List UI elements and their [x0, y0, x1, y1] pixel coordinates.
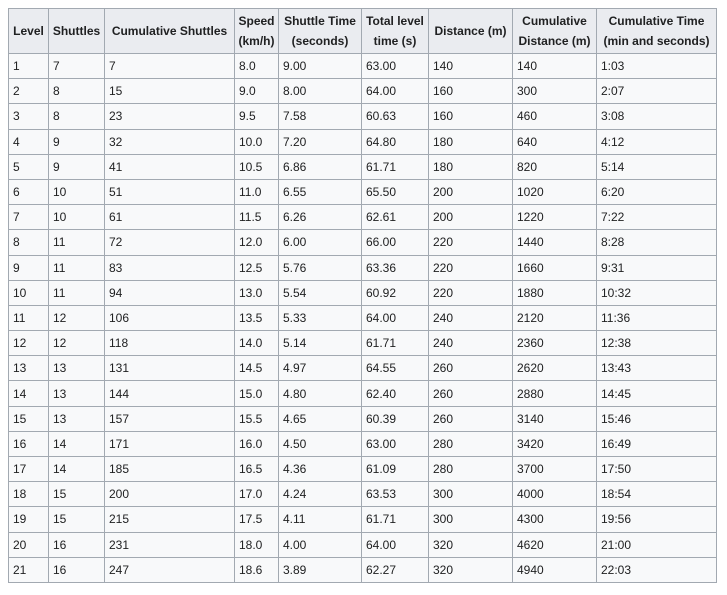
cell-cumulative-distance: 4940	[513, 557, 597, 582]
cell-cumulative-time: 11:36	[597, 305, 717, 330]
cell-shuttle-time: 6.00	[279, 230, 362, 255]
table-row	[9, 54, 717, 79]
cell-shuttle-time: 5.54	[279, 280, 362, 305]
header-cumulative-time: Cumulative Time (min and seconds)	[597, 9, 717, 54]
cell-distance: 240	[429, 331, 513, 356]
cell-total-level-time: 63.00	[362, 431, 429, 456]
cell-speed: 17.0	[235, 482, 279, 507]
cell-level: 10	[9, 280, 49, 305]
table-row	[9, 557, 717, 582]
cell-distance: 200	[429, 179, 513, 204]
cell-speed: 18.0	[235, 532, 279, 557]
table-row	[9, 104, 717, 129]
cell-cumulative-distance: 1660	[513, 255, 597, 280]
cell-cumulative-distance: 3700	[513, 457, 597, 482]
cell-shuttle-time: 4.00	[279, 532, 362, 557]
cell-cumulative-shuttles: 185	[105, 457, 235, 482]
header-row	[9, 9, 717, 54]
cell-level: 9	[9, 255, 49, 280]
cell-speed: 12.5	[235, 255, 279, 280]
beep-test-table	[8, 8, 717, 583]
cell-distance: 220	[429, 280, 513, 305]
cell-shuttle-time: 5.33	[279, 305, 362, 330]
cell-distance: 280	[429, 431, 513, 456]
cell-cumulative-shuttles: 15	[105, 79, 235, 104]
cell-shuttle-time: 4.80	[279, 381, 362, 406]
cell-shuttle-time: 4.50	[279, 431, 362, 456]
table-row	[9, 230, 717, 255]
cell-speed: 18.6	[235, 557, 279, 582]
cell-cumulative-time: 14:45	[597, 381, 717, 406]
cell-shuttles: 9	[49, 129, 105, 154]
cell-speed: 12.0	[235, 230, 279, 255]
cell-distance: 220	[429, 255, 513, 280]
table-container	[8, 8, 717, 583]
table-row	[9, 179, 717, 204]
cell-total-level-time: 65.50	[362, 179, 429, 204]
cell-level: 15	[9, 406, 49, 431]
cell-total-level-time: 61.71	[362, 507, 429, 532]
cell-cumulative-time: 17:50	[597, 457, 717, 482]
cell-shuttles: 14	[49, 431, 105, 456]
cell-shuttles: 10	[49, 179, 105, 204]
cell-total-level-time: 60.63	[362, 104, 429, 129]
cell-cumulative-distance: 1220	[513, 205, 597, 230]
cell-cumulative-distance: 1020	[513, 179, 597, 204]
table-row	[9, 507, 717, 532]
cell-total-level-time: 64.80	[362, 129, 429, 154]
header-level: Level	[9, 9, 49, 54]
cell-cumulative-shuttles: 247	[105, 557, 235, 582]
cell-cumulative-shuttles: 41	[105, 154, 235, 179]
cell-cumulative-time: 8:28	[597, 230, 717, 255]
table-row	[9, 482, 717, 507]
cell-shuttles: 12	[49, 331, 105, 356]
cell-level: 8	[9, 230, 49, 255]
cell-speed: 16.0	[235, 431, 279, 456]
cell-shuttles: 15	[49, 482, 105, 507]
cell-distance: 260	[429, 406, 513, 431]
cell-level: 16	[9, 431, 49, 456]
cell-speed: 9.5	[235, 104, 279, 129]
table-row	[9, 255, 717, 280]
cell-distance: 240	[429, 305, 513, 330]
cell-cumulative-shuttles: 61	[105, 205, 235, 230]
cell-shuttles: 12	[49, 305, 105, 330]
cell-level: 1	[9, 54, 49, 79]
cell-total-level-time: 64.00	[362, 305, 429, 330]
cell-shuttle-time: 4.24	[279, 482, 362, 507]
cell-shuttle-time: 4.97	[279, 356, 362, 381]
cell-cumulative-distance: 2880	[513, 381, 597, 406]
cell-cumulative-distance: 2620	[513, 356, 597, 381]
cell-cumulative-shuttles: 131	[105, 356, 235, 381]
table-row	[9, 431, 717, 456]
cell-speed: 15.0	[235, 381, 279, 406]
cell-speed: 8.0	[235, 54, 279, 79]
cell-cumulative-distance: 3140	[513, 406, 597, 431]
cell-speed: 10.5	[235, 154, 279, 179]
cell-distance: 260	[429, 381, 513, 406]
cell-distance: 280	[429, 457, 513, 482]
cell-shuttles: 13	[49, 406, 105, 431]
cell-cumulative-time: 15:46	[597, 406, 717, 431]
cell-cumulative-distance: 1440	[513, 230, 597, 255]
cell-speed: 10.0	[235, 129, 279, 154]
cell-cumulative-time: 21:00	[597, 532, 717, 557]
cell-shuttles: 11	[49, 280, 105, 305]
header-total-level-time: Total level time (s)	[362, 9, 429, 54]
cell-cumulative-shuttles: 215	[105, 507, 235, 532]
cell-cumulative-shuttles: 171	[105, 431, 235, 456]
cell-total-level-time: 66.00	[362, 230, 429, 255]
header-cumulative-shuttles: Cumulative Shuttles	[105, 9, 235, 54]
cell-total-level-time: 61.09	[362, 457, 429, 482]
cell-speed: 14.5	[235, 356, 279, 381]
cell-shuttles: 14	[49, 457, 105, 482]
cell-cumulative-shuttles: 94	[105, 280, 235, 305]
cell-speed: 13.0	[235, 280, 279, 305]
cell-total-level-time: 60.39	[362, 406, 429, 431]
table-row	[9, 205, 717, 230]
cell-distance: 300	[429, 507, 513, 532]
cell-cumulative-time: 22:03	[597, 557, 717, 582]
cell-distance: 180	[429, 129, 513, 154]
cell-speed: 9.0	[235, 79, 279, 104]
cell-speed: 17.5	[235, 507, 279, 532]
table-row	[9, 154, 717, 179]
cell-total-level-time: 64.55	[362, 356, 429, 381]
cell-shuttle-time: 5.76	[279, 255, 362, 280]
cell-speed: 13.5	[235, 305, 279, 330]
cell-total-level-time: 63.53	[362, 482, 429, 507]
cell-total-level-time: 60.92	[362, 280, 429, 305]
cell-shuttles: 16	[49, 557, 105, 582]
cell-shuttle-time: 7.58	[279, 104, 362, 129]
cell-level: 17	[9, 457, 49, 482]
cell-cumulative-time: 4:12	[597, 129, 717, 154]
table-header	[9, 9, 717, 54]
table-row	[9, 406, 717, 431]
cell-shuttle-time: 9.00	[279, 54, 362, 79]
cell-level: 3	[9, 104, 49, 129]
table-row	[9, 532, 717, 557]
cell-cumulative-time: 7:22	[597, 205, 717, 230]
cell-cumulative-distance: 4620	[513, 532, 597, 557]
cell-shuttles: 8	[49, 79, 105, 104]
table-row	[9, 129, 717, 154]
cell-level: 11	[9, 305, 49, 330]
cell-level: 14	[9, 381, 49, 406]
cell-cumulative-distance: 4300	[513, 507, 597, 532]
cell-cumulative-time: 9:31	[597, 255, 717, 280]
cell-cumulative-shuttles: 231	[105, 532, 235, 557]
cell-speed: 11.5	[235, 205, 279, 230]
cell-cumulative-time: 16:49	[597, 431, 717, 456]
header-shuttles: Shuttles	[49, 9, 105, 54]
cell-shuttle-time: 8.00	[279, 79, 362, 104]
cell-distance: 300	[429, 482, 513, 507]
cell-distance: 220	[429, 230, 513, 255]
table-body	[9, 54, 717, 583]
table-row	[9, 457, 717, 482]
cell-speed: 14.0	[235, 331, 279, 356]
cell-shuttles: 7	[49, 54, 105, 79]
cell-shuttle-time: 6.26	[279, 205, 362, 230]
cell-cumulative-time: 1:03	[597, 54, 717, 79]
header-shuttle-time: Shuttle Time (seconds)	[279, 9, 362, 54]
cell-cumulative-time: 3:08	[597, 104, 717, 129]
cell-level: 5	[9, 154, 49, 179]
cell-cumulative-shuttles: 106	[105, 305, 235, 330]
cell-shuttle-time: 4.36	[279, 457, 362, 482]
cell-shuttles: 8	[49, 104, 105, 129]
cell-shuttles: 15	[49, 507, 105, 532]
cell-cumulative-shuttles: 118	[105, 331, 235, 356]
cell-distance: 320	[429, 532, 513, 557]
cell-level: 13	[9, 356, 49, 381]
cell-level: 21	[9, 557, 49, 582]
table-row	[9, 305, 717, 330]
cell-cumulative-distance: 140	[513, 54, 597, 79]
cell-total-level-time: 62.40	[362, 381, 429, 406]
cell-cumulative-shuttles: 157	[105, 406, 235, 431]
cell-shuttles: 13	[49, 381, 105, 406]
table-row	[9, 280, 717, 305]
cell-cumulative-time: 5:14	[597, 154, 717, 179]
cell-speed: 11.0	[235, 179, 279, 204]
cell-distance: 320	[429, 557, 513, 582]
cell-distance: 160	[429, 104, 513, 129]
cell-level: 19	[9, 507, 49, 532]
cell-shuttle-time: 7.20	[279, 129, 362, 154]
cell-cumulative-time: 10:32	[597, 280, 717, 305]
cell-cumulative-distance: 820	[513, 154, 597, 179]
cell-shuttles: 9	[49, 154, 105, 179]
cell-cumulative-time: 19:56	[597, 507, 717, 532]
cell-distance: 140	[429, 54, 513, 79]
cell-cumulative-time: 13:43	[597, 356, 717, 381]
cell-cumulative-shuttles: 23	[105, 104, 235, 129]
cell-distance: 260	[429, 356, 513, 381]
cell-cumulative-distance: 3420	[513, 431, 597, 456]
cell-level: 6	[9, 179, 49, 204]
cell-level: 4	[9, 129, 49, 154]
cell-distance: 160	[429, 79, 513, 104]
cell-cumulative-distance: 460	[513, 104, 597, 129]
cell-shuttle-time: 5.14	[279, 331, 362, 356]
cell-total-level-time: 63.00	[362, 54, 429, 79]
header-cumulative-distance: Cumulative Distance (m)	[513, 9, 597, 54]
cell-cumulative-distance: 640	[513, 129, 597, 154]
cell-cumulative-shuttles: 32	[105, 129, 235, 154]
cell-total-level-time: 61.71	[362, 154, 429, 179]
cell-cumulative-time: 18:54	[597, 482, 717, 507]
cell-level: 18	[9, 482, 49, 507]
cell-cumulative-shuttles: 144	[105, 381, 235, 406]
cell-shuttles: 13	[49, 356, 105, 381]
cell-level: 2	[9, 79, 49, 104]
cell-shuttle-time: 4.65	[279, 406, 362, 431]
cell-level: 20	[9, 532, 49, 557]
cell-speed: 15.5	[235, 406, 279, 431]
cell-shuttles: 11	[49, 255, 105, 280]
cell-cumulative-distance: 4000	[513, 482, 597, 507]
cell-shuttle-time: 3.89	[279, 557, 362, 582]
cell-total-level-time: 61.71	[362, 331, 429, 356]
cell-shuttles: 16	[49, 532, 105, 557]
table-row	[9, 356, 717, 381]
cell-cumulative-time: 12:38	[597, 331, 717, 356]
cell-cumulative-distance: 300	[513, 79, 597, 104]
header-speed: Speed (km/h)	[235, 9, 279, 54]
cell-total-level-time: 64.00	[362, 79, 429, 104]
cell-cumulative-shuttles: 51	[105, 179, 235, 204]
cell-cumulative-shuttles: 72	[105, 230, 235, 255]
cell-distance: 180	[429, 154, 513, 179]
cell-total-level-time: 63.36	[362, 255, 429, 280]
cell-shuttles: 10	[49, 205, 105, 230]
cell-cumulative-shuttles: 7	[105, 54, 235, 79]
cell-shuttle-time: 6.86	[279, 154, 362, 179]
cell-shuttle-time: 6.55	[279, 179, 362, 204]
header-distance: Distance (m)	[429, 9, 513, 54]
cell-total-level-time: 62.27	[362, 557, 429, 582]
cell-level: 7	[9, 205, 49, 230]
cell-distance: 200	[429, 205, 513, 230]
cell-cumulative-time: 6:20	[597, 179, 717, 204]
cell-cumulative-distance: 2120	[513, 305, 597, 330]
cell-total-level-time: 64.00	[362, 532, 429, 557]
cell-cumulative-shuttles: 83	[105, 255, 235, 280]
cell-cumulative-distance: 2360	[513, 331, 597, 356]
cell-shuttles: 11	[49, 230, 105, 255]
table-row	[9, 79, 717, 104]
cell-cumulative-distance: 1880	[513, 280, 597, 305]
cell-shuttle-time: 4.11	[279, 507, 362, 532]
table-row	[9, 331, 717, 356]
cell-cumulative-time: 2:07	[597, 79, 717, 104]
cell-speed: 16.5	[235, 457, 279, 482]
cell-cumulative-shuttles: 200	[105, 482, 235, 507]
cell-total-level-time: 62.61	[362, 205, 429, 230]
table-row	[9, 381, 717, 406]
cell-level: 12	[9, 331, 49, 356]
